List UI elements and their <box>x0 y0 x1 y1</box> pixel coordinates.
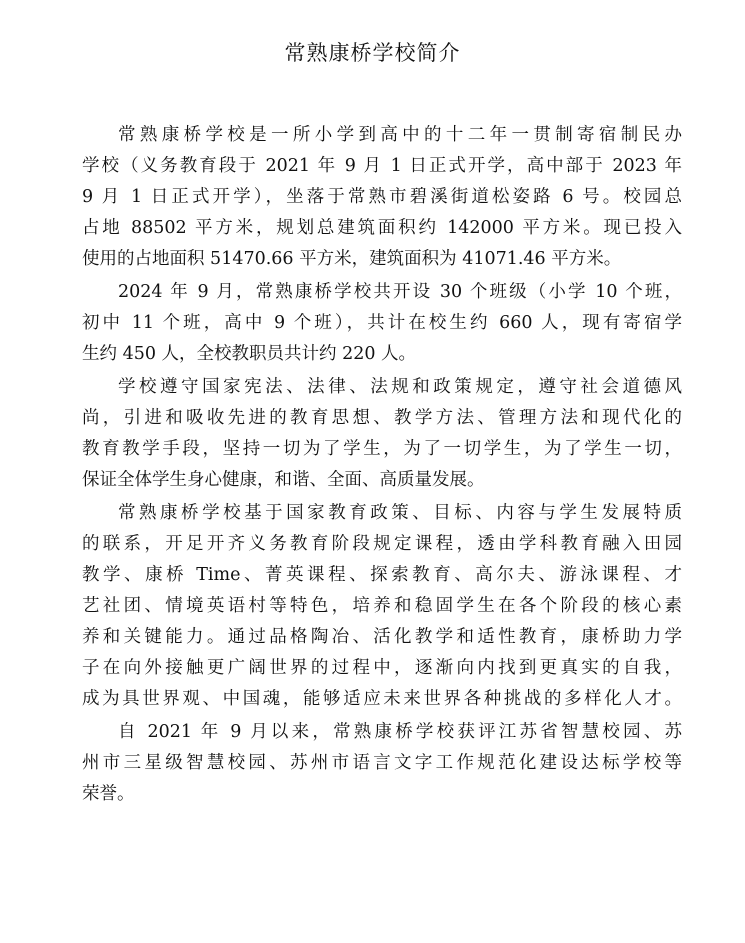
paragraph-line: 成为具世界观、中国魂，能够适应未来世界各种挑战的多样化人才。 <box>82 689 682 709</box>
paragraph-line: 荣誉。 <box>82 784 135 804</box>
paragraph-line: 2024 年 9 月，常熟康桥学校共开设 30 个班级（小学 10 个班， <box>118 282 682 302</box>
paragraph-line: 学校遵守国家宪法、法律、法规和政策规定，遵守社会道德风 <box>118 377 682 397</box>
paragraph-line: 州市三星级智慧校园、苏州市语言文字工作规范化建设达标学校等 <box>82 753 682 773</box>
paragraph-line: 的联系，开足开齐义务教育阶段规定课程，透由学科教育融入田园 <box>82 534 682 554</box>
paragraph-5 <box>82 717 682 810</box>
document-title: 常熟康桥学校简介 <box>284 41 461 65</box>
paragraph-line: 占地 88502 平方米，规划总建筑面积约 142000 平方米。现已投入 <box>82 218 682 238</box>
paragraph-line: 艺社团、情境英语村等特色，培养和稳固学生在各个阶段的核心素 <box>82 596 682 616</box>
paragraph-line: 自 2021 年 9 月以来，常熟康桥学校获评江苏省智慧校园、苏 <box>118 722 682 742</box>
paragraph-3 <box>82 372 682 496</box>
paragraph-line: 常熟康桥学校基于国家教育政策、目标、内容与学生发展特质 <box>118 503 682 523</box>
paragraph-line: 初中 11 个班，高中 9 个班），共计在校生约 660 人，现有寄宿学 <box>82 313 682 333</box>
paragraph-line: 学校（义务教育段于 2021 年 9 月 1 日正式开学，高中部于 2023 年 <box>82 156 682 176</box>
paragraph-1 <box>82 120 682 275</box>
paragraph-line: 9 月 1 日正式开学），坐落于常熟市碧溪街道松姿路 6 号。校园总 <box>82 187 682 207</box>
document-body <box>82 120 682 810</box>
paragraph-line: 教学、康桥 Time、菁英课程、探索教育、高尔夫、游泳课程、才 <box>82 565 682 585</box>
paragraph-line: 养和关键能力。通过品格陶冶、活化教学和适性教育，康桥助力学 <box>82 627 682 647</box>
paragraph-line: 教育教学手段，坚持一切为了学生，为了一切学生，为了学生一切， <box>82 439 682 459</box>
paragraph-line: 尚，引进和吸收先进的教育思想、教学方法、管理方法和现代化的 <box>82 408 682 428</box>
paragraph-2 <box>82 277 682 370</box>
paragraph-line: 保证全体学生身心健康，和谐、全面、高质量发展。 <box>82 470 485 490</box>
paragraph-4 <box>82 498 682 715</box>
paragraph-line: 常熟康桥学校是一所小学到高中的十二年一贯制寄宿制民办 <box>118 125 682 145</box>
paragraph-line: 生约 450 人，全校教职员共计约 220 人。 <box>82 344 417 364</box>
paragraph-line: 使用的占地面积 51470.66 平方米，建筑面积为 41071.46 平方米。 <box>82 249 622 269</box>
paragraph-line: 子在向外接触更广阔世界的过程中，逐渐向内找到更真实的自我， <box>82 658 682 678</box>
